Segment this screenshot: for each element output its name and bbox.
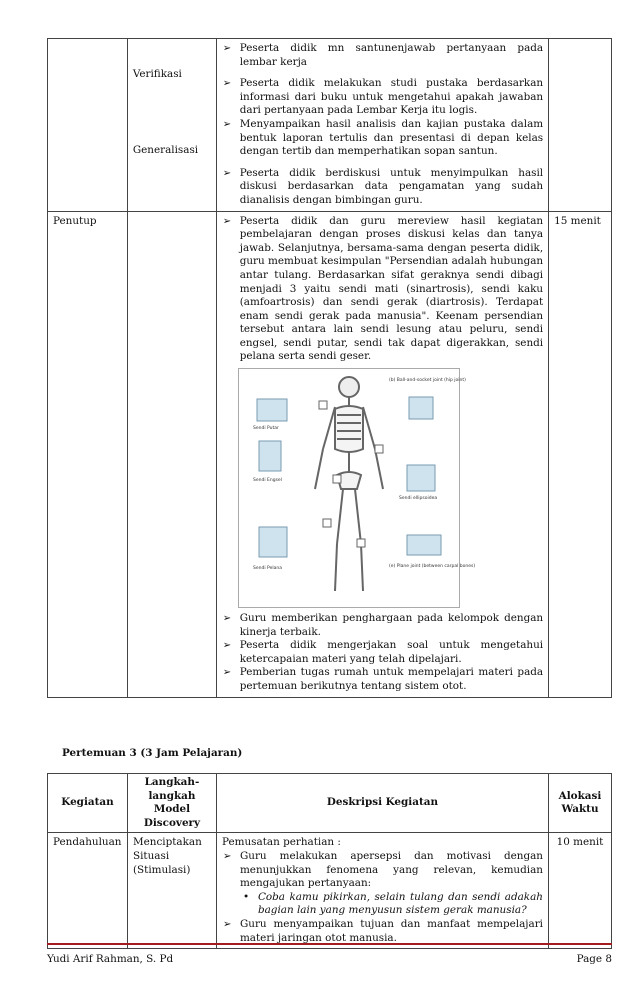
row-langkah: Menciptakan Situasi (Stimulasi) (127, 833, 216, 949)
list-item: • Coba kamu pikirkan, selain tulang dan sendi adakah bagian lain yang menyusun sistem gerak manusia? (242, 890, 543, 917)
arrow-bullet-icon: ➢ (222, 667, 232, 679)
lesson-table-meeting-3 (47, 773, 612, 949)
lesson-table-continued (47, 38, 612, 698)
row-intro: Pemusatan perhatian : (221, 836, 341, 849)
row-time: 10 menit (549, 833, 612, 949)
verifikasi-label: Verifikasi (132, 68, 182, 80)
skeleton-joints-figure (238, 368, 475, 608)
list-item: ➢ Peserta didik melakukan studi pustaka berdasarkan informasi dari buku untuk mengetahui apakah jawaban dari pertanyaan pada Lembar Kerja itu logis. (222, 77, 544, 117)
list-item: ➢ Peserta didik mengerjakan soal untuk mengetahui ketercapaian materi yang telah dipelajari. (222, 639, 544, 665)
arrow-bullet-icon: ➢ (222, 43, 232, 54)
list-item: ➢ Pemberian tugas rumah untuk mempelajari materi pada pertemuan berikutnya tentang sistem otot. (222, 666, 544, 693)
table-header-row (48, 774, 612, 833)
arrow-bullet-icon: ➢ (222, 78, 232, 90)
label-sendi-pelana: Sendi Pelana (252, 566, 282, 572)
arrow-bullet-icon: ➢ (222, 918, 232, 930)
skeleton-joints-illustration (239, 369, 475, 607)
penutup-label: Penutup (48, 211, 128, 697)
header-alokasi: Alokasi Waktu (549, 774, 612, 833)
arrow-bullet-icon: ➢ (222, 850, 232, 862)
arrow-bullet-icon: ➢ (222, 613, 232, 625)
table-row (48, 833, 612, 949)
header-kegiatan: Kegiatan (48, 774, 128, 833)
header-deskripsi: Deskripsi Kegiatan (216, 774, 548, 833)
table-row (48, 39, 612, 212)
header-langkah: Langkah-langkah Model Discovery (127, 774, 216, 833)
label-plane-joint: (e) Plane joint (between carpal bones) (388, 564, 475, 570)
table-row (48, 211, 612, 697)
row-kegiatan: Pendahuluan (48, 833, 128, 949)
arrow-bullet-icon: ➢ (222, 167, 232, 179)
list-item: ➢ Guru memberikan penghargaan pada kelompok dengan kinerja terbaik. (222, 612, 544, 638)
arrow-bullet-icon: ➢ (222, 640, 232, 652)
dot-bullet-icon: • (242, 890, 250, 903)
list-item: ➢ Guru melakukan apersepsi dan motivasi dengan menunjukkan fenomena yang relevan, kemudian mengajukan pertanyaan: (222, 849, 543, 890)
list-item: ➢ Peserta didik berdiskusi untuk menyimpulkan hasil diskusi berdasarkan data pengamatan yang sudah dianalisis dengan bimbingan guru. (222, 166, 544, 206)
footer-page-number: Page 8 (576, 953, 612, 965)
arrow-bullet-icon: ➢ (222, 215, 232, 227)
label-ball-socket: (b) Ball-and-socket joint (hip joint) (388, 378, 466, 384)
generalisasi-label: Generalisasi (132, 143, 199, 156)
list-item: ➢ Peserta didik mn santunenjawab pertanyaan pada lembar kerja (222, 42, 544, 68)
arrow-bullet-icon: ➢ (222, 118, 232, 130)
label-sendi-putar: Sendi Putar (252, 426, 279, 432)
penutup-time: 15 menit (549, 211, 612, 697)
section-title: Pertemuan 3 (3 Jam Pelajaran) (62, 747, 243, 759)
list-item: ➢ Peserta didik dan guru mereview hasil kegiatan pembelajaran dengan proses diskusi kelas dan tanya jawab. Selanjutnya, bersama-sama dengan peserta didik, guru membuat kesimpulan "Persendian adalah hubungan antar tulang. Berdasarkan sifat geraknya sendi dibagi menjadi 3 yaitu sendi mati (sinartrosis), sendi kaku (amfoartrosis) dan sendi gerak (diartrosis). Terdapat enam sendi gerak pada manusia". Keenam persendian tersebut antara lain sendi lesung atau peluru, sendi engsel, sendi putar, sendi tak dapat digerakkan, sendi pelana serta sendi geser. (222, 214, 544, 363)
list-item: ➢ Guru menyampaikan tujuan dan manfaat mempelajari materi jaringan otot manusia. (222, 917, 543, 944)
label-sendi-engsel: Sendi Engsel (252, 478, 282, 484)
footer-author: Yudi Arif Rahman, S. Pd (47, 953, 174, 965)
list-item: ➢ Menyampaikan hasil analisis dan kajian pustaka dalam bentuk laporan tertulis dan presentasi di depan kelas dengan tertib dan memperhatikan sopan santun. (222, 117, 544, 158)
footer-divider (47, 943, 612, 945)
label-sendi-ellipsoidea: Sendi ellipsoidea (398, 496, 437, 502)
